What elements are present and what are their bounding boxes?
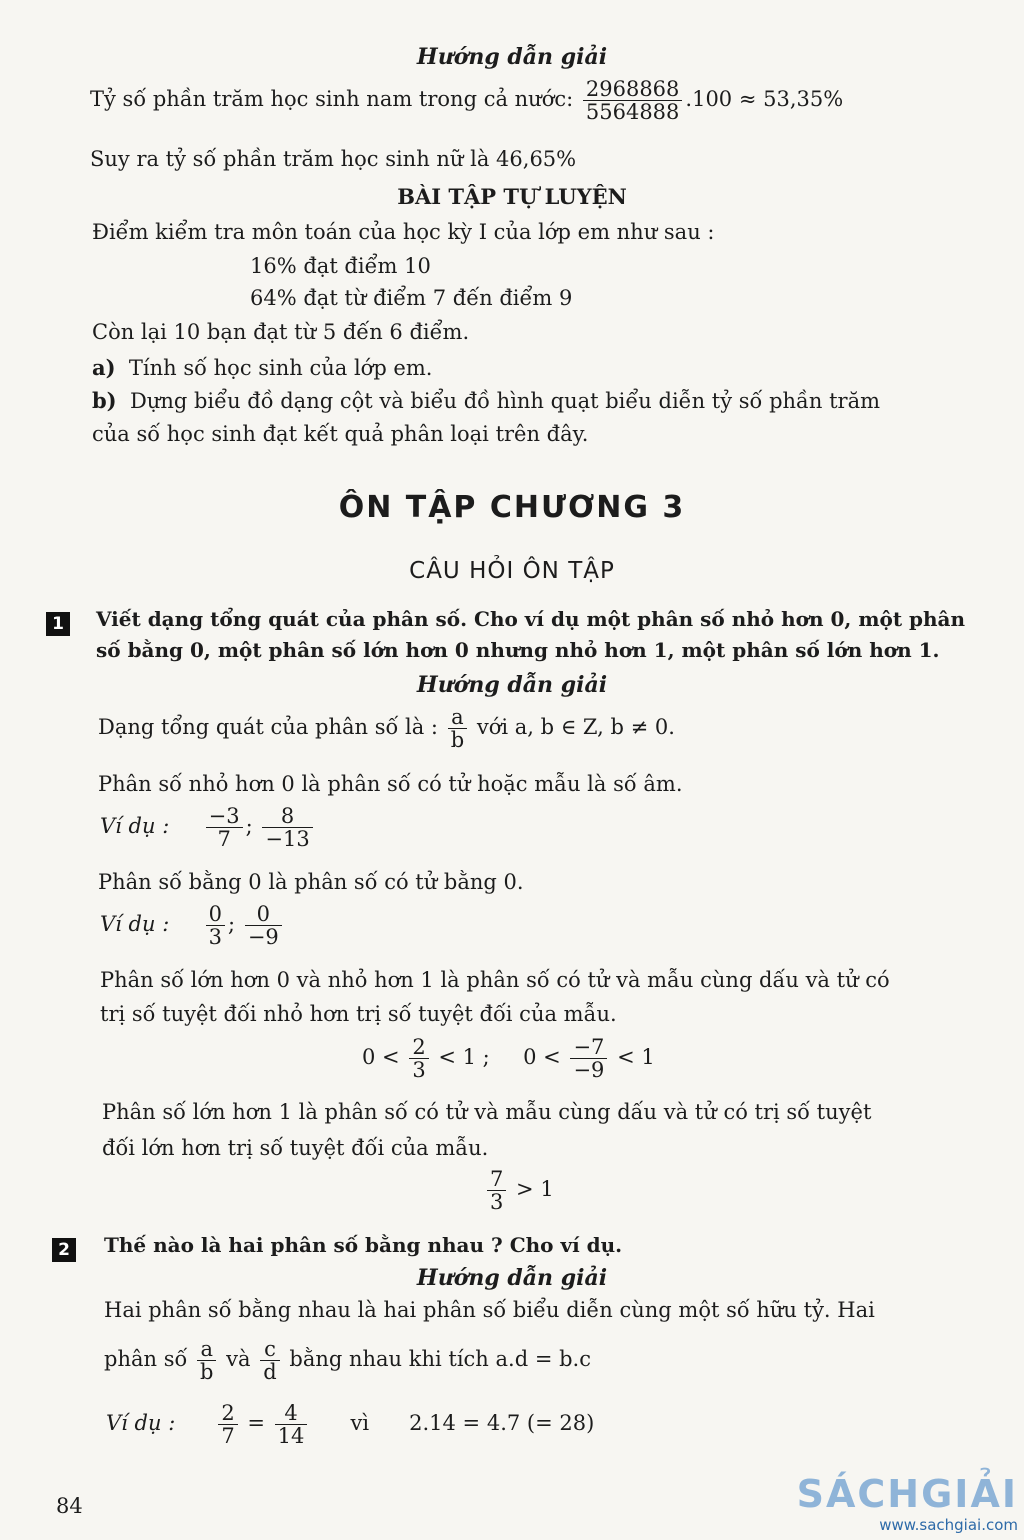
fraction: $\frac{c}{d}$: [260, 1338, 279, 1383]
fraction: $\frac{0}{-9}$: [245, 903, 282, 948]
solution-heading: Hướng dẫn giải: [416, 1265, 608, 1291]
between-fraction-text-cont: trị số tuyệt đối nhỏ hơn trị số tuyệt đối của mẫu.: [100, 1002, 617, 1026]
equal-fraction-example: Ví dụ : $\frac{2}{7}$ = $\frac{4}{14}$ vì 2.14 = 4.7 (= 28): [106, 1401, 595, 1449]
greater-example: $\frac{7}{3}$ > 1: [484, 1168, 554, 1213]
practice-part-b: b) Dựng biểu đồ dạng cột và biểu đồ hình quạt biểu diễn tỷ số phần trăm: [92, 388, 881, 413]
practice-rest: Còn lại 10 bạn đạt từ 5 đến 6 điểm.: [92, 320, 470, 344]
fraction: $\frac{a}{b}$: [448, 706, 467, 751]
question-2-text: Thế nào là hai phân số bằng nhau ? Cho ví dụ.: [104, 1233, 623, 1257]
practice-title: BÀI TẬP TỰ LUYỆN: [397, 184, 627, 209]
equal-fraction-condition: phân số $\frac{a}{b}$ và $\frac{c}{d}$ bằng nhau khi tích a.d = b.c: [104, 1337, 591, 1385]
solution-heading: Hướng dẫn giải: [416, 44, 608, 70]
greater-fraction-text: Phân số lớn hơn 1 là phân số có tử và mẫu cùng dấu và tử có trị số tuyệt: [102, 1100, 872, 1124]
watermark-logo: SÁCHGIẢI www.sachgiai.com: [796, 1472, 1018, 1534]
fraction: $\frac{8}{-13}$: [262, 805, 312, 850]
fraction: $\frac{2968868}{5564888}$: [583, 78, 683, 123]
practice-part-b-cont: của số học sinh đạt kết quả phân loại trên đây.: [92, 422, 589, 446]
negative-fraction-text: Phân số nhỏ hơn 0 là phân số có tử hoặc mẫu là số âm.: [98, 772, 683, 796]
solution-heading: Hướng dẫn giải: [416, 672, 608, 698]
question-number-badge: 2: [52, 1238, 76, 1262]
question-number-badge: 1: [46, 612, 70, 636]
male-percent-line: Tỷ số phần trăm học sinh nam trong cả nước: $\frac{2968868}{5564888}$ .100 ≈ 53,35%: [90, 77, 844, 125]
practice-item: 64% đạt từ điểm 7 đến điểm 9: [250, 286, 573, 310]
question-1-text: Viết dạng tổng quát của phân số. Cho ví dụ một phân số nhỏ hơn 0, một phân: [96, 607, 966, 631]
page-number: 84: [56, 1494, 83, 1518]
practice-part-a: a) Tính số học sinh của lớp em.: [92, 355, 433, 380]
female-percent-line: Suy ra tỷ số phần trăm học sinh nữ là 46,65%: [90, 147, 577, 171]
fraction: $\frac{4}{14}$: [275, 1402, 308, 1447]
watermark-url: www.sachgiai.com: [879, 1516, 1018, 1534]
equal-fraction-text: Hai phân số bằng nhau là hai phân số biểu diễn cùng một số hữu tỷ. Hai: [104, 1298, 875, 1322]
fraction: $\frac{0}{3}$: [206, 903, 225, 948]
question-1-text-cont: số bằng 0, một phân số lớn hơn 0 nhưng nhỏ hơn 1, một phân số lớn hơn 1.: [96, 638, 940, 662]
chapter-title: ÔN TẬP CHƯƠNG 3: [338, 490, 686, 525]
fraction: $\frac{2}{3}$: [409, 1036, 428, 1081]
general-form-line: Dạng tổng quát của phân số là : $\frac{a}{b}$ với a, b ∈ Z, b ≠ 0.: [98, 705, 675, 753]
zero-example: Ví dụ : $\frac{0}{3}$ ; $\frac{0}{-9}$: [100, 903, 285, 948]
between-example: 0 < $\frac{2}{3}$ < 1 ; 0 < $\frac{-7}{-9}$ < 1: [362, 1035, 655, 1083]
fraction: $\frac{-7}{-9}$: [570, 1036, 607, 1081]
zero-fraction-text: Phân số bằng 0 là phân số có tử bằng 0.: [98, 870, 524, 894]
fraction: $\frac{-3}{7}$: [206, 805, 243, 850]
negative-example: Ví dụ : $\frac{-3}{7}$ ; $\frac{8}{-13}$: [100, 805, 316, 850]
practice-intro: Điểm kiểm tra môn toán của học kỳ I của lớp em như sau :: [92, 220, 715, 244]
between-fraction-text: Phân số lớn hơn 0 và nhỏ hơn 1 là phân số có tử và mẫu cùng dấu và tử có: [100, 968, 890, 992]
section-title: CÂU HỎI ÔN TẬP: [409, 558, 615, 584]
fraction: $\frac{2}{7}$: [218, 1402, 237, 1447]
fraction: $\frac{a}{b}$: [197, 1338, 216, 1383]
fraction: $\frac{7}{3}$: [487, 1168, 506, 1213]
practice-item: 16% đạt điểm 10: [250, 254, 431, 278]
greater-fraction-text-cont: đối lớn hơn trị số tuyệt đối của mẫu.: [102, 1136, 489, 1160]
